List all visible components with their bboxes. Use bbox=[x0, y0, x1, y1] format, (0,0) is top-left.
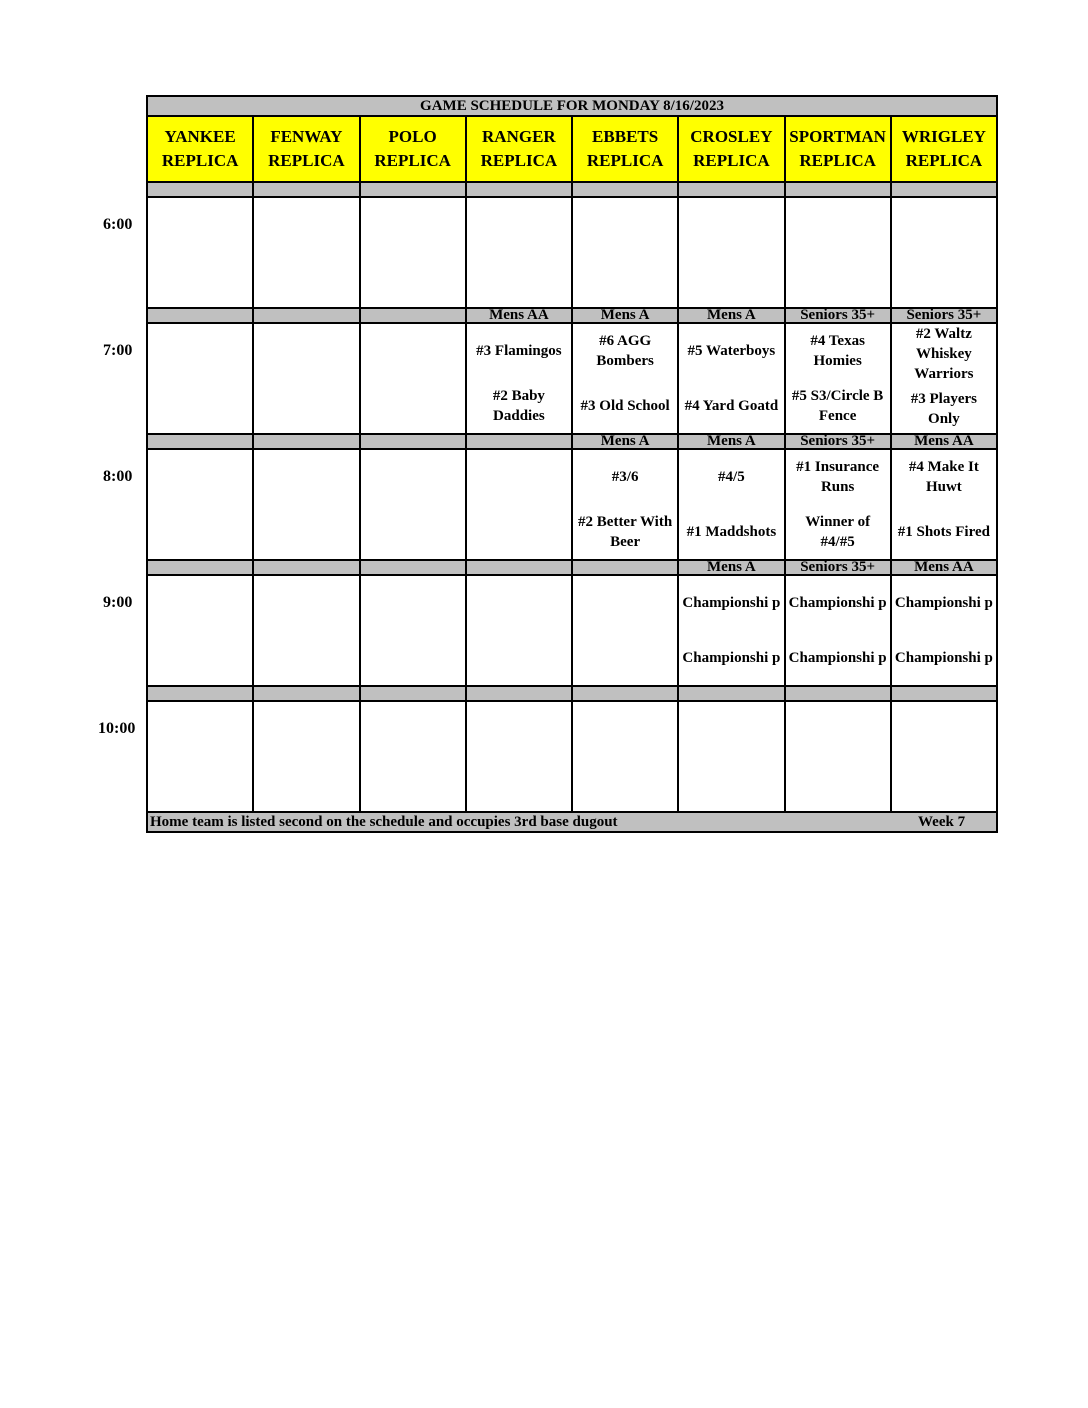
game-slot-row bbox=[146, 198, 998, 307]
home-team: Championshi p bbox=[894, 649, 993, 666]
division-row bbox=[146, 307, 998, 324]
division-label bbox=[573, 561, 679, 574]
footer-note: Home team is listed second on the schedule and occupies 3rd base dugout bbox=[150, 814, 618, 830]
division-label: Seniors 35+ bbox=[786, 435, 892, 448]
home-team bbox=[148, 505, 252, 560]
game-slot-row bbox=[146, 576, 998, 685]
division-label: Mens A bbox=[679, 561, 785, 574]
away-team bbox=[467, 198, 571, 253]
home-team: #1 Maddshots bbox=[686, 523, 777, 540]
home-team bbox=[254, 379, 358, 434]
division-label bbox=[467, 561, 573, 574]
division-label: Seniors 35+ bbox=[786, 309, 892, 322]
division-label bbox=[573, 687, 679, 700]
division-label bbox=[148, 435, 254, 448]
home-team bbox=[573, 631, 677, 686]
away-team bbox=[786, 198, 890, 253]
game-cell bbox=[786, 198, 892, 307]
field-subtitle: REPLICA bbox=[374, 151, 451, 170]
field-subtitle: REPLICA bbox=[693, 151, 770, 170]
division-row bbox=[146, 685, 998, 702]
away-team: #5 Waterboys bbox=[687, 343, 776, 360]
time-label: 6:00 bbox=[103, 216, 133, 233]
game-cell bbox=[467, 324, 573, 433]
game-cell bbox=[892, 576, 996, 685]
game-cell bbox=[254, 702, 360, 811]
away-team bbox=[254, 198, 358, 253]
division-label bbox=[254, 309, 360, 322]
away-team: Championshi p bbox=[682, 595, 781, 612]
home-team: #5 S3/Circle B Fence bbox=[791, 387, 884, 424]
time-label: 10:00 bbox=[98, 720, 136, 737]
time-label: 9:00 bbox=[103, 594, 133, 611]
game-cell bbox=[148, 576, 254, 685]
division-label bbox=[148, 309, 254, 322]
division-label bbox=[679, 183, 785, 196]
game-cell bbox=[254, 198, 360, 307]
game-cell bbox=[892, 450, 996, 559]
field-subtitle: REPLICA bbox=[161, 151, 239, 170]
home-team bbox=[892, 253, 996, 308]
game-cell bbox=[254, 324, 360, 433]
field-subtitle: REPLICA bbox=[799, 151, 876, 170]
home-team bbox=[148, 757, 252, 812]
home-team: Winner of #4/#5 bbox=[805, 513, 871, 550]
home-team bbox=[679, 757, 783, 812]
home-team bbox=[361, 253, 465, 308]
game-cell bbox=[786, 576, 892, 685]
game-cell bbox=[679, 324, 785, 433]
away-team bbox=[892, 702, 996, 757]
division-label bbox=[467, 687, 573, 700]
division-label bbox=[254, 435, 360, 448]
field-name: FENWAY bbox=[270, 127, 343, 146]
away-team: #3/6 bbox=[611, 469, 639, 486]
game-cell bbox=[892, 324, 996, 433]
division-label: Mens AA bbox=[467, 309, 573, 322]
division-label bbox=[254, 561, 360, 574]
home-team: #1 Shots Fired bbox=[897, 523, 990, 540]
footer-row bbox=[146, 811, 998, 833]
home-team bbox=[254, 631, 358, 686]
division-label bbox=[361, 687, 467, 700]
game-cell bbox=[786, 324, 892, 433]
division-label: Mens A bbox=[679, 435, 785, 448]
home-team bbox=[148, 379, 252, 434]
division-label bbox=[467, 435, 573, 448]
field-header bbox=[467, 117, 573, 181]
game-cell bbox=[467, 198, 573, 307]
game-cell bbox=[361, 324, 467, 433]
away-team bbox=[573, 198, 677, 253]
away-team bbox=[679, 198, 783, 253]
field-subtitle: REPLICA bbox=[586, 151, 664, 170]
field-subtitle: REPLICA bbox=[480, 151, 558, 170]
field-name: RANGER bbox=[482, 127, 556, 146]
away-team bbox=[573, 576, 677, 631]
away-team: Championshi p bbox=[894, 595, 993, 612]
division-label bbox=[892, 183, 996, 196]
home-team bbox=[148, 253, 252, 308]
home-team bbox=[361, 379, 465, 434]
division-label bbox=[361, 309, 467, 322]
away-team bbox=[361, 576, 465, 631]
field-header-row bbox=[146, 117, 998, 181]
division-row bbox=[146, 559, 998, 576]
home-team: #2 Baby Daddies bbox=[492, 387, 545, 424]
game-cell bbox=[148, 198, 254, 307]
field-name: CROSLEY bbox=[690, 127, 773, 146]
game-cell bbox=[361, 702, 467, 811]
game-cell bbox=[361, 576, 467, 685]
away-team bbox=[361, 450, 465, 505]
division-label bbox=[254, 687, 360, 700]
division-label: Mens A bbox=[679, 309, 785, 322]
away-team: #4 Texas Homies bbox=[810, 333, 865, 370]
time-label: 7:00 bbox=[103, 342, 133, 359]
away-team bbox=[892, 198, 996, 253]
home-team bbox=[573, 757, 677, 812]
home-team bbox=[467, 631, 571, 686]
game-cell bbox=[254, 450, 360, 559]
away-team bbox=[148, 450, 252, 505]
division-row bbox=[146, 433, 998, 450]
game-slot-row bbox=[146, 324, 998, 433]
home-team: #2 Better With Beer bbox=[578, 513, 673, 550]
game-slot-row bbox=[146, 450, 998, 559]
game-cell bbox=[892, 702, 996, 811]
away-team bbox=[467, 576, 571, 631]
schedule-sheet bbox=[146, 95, 998, 833]
field-subtitle: REPLICA bbox=[268, 151, 345, 170]
home-team bbox=[361, 757, 465, 812]
division-label bbox=[573, 183, 679, 196]
game-cell bbox=[254, 576, 360, 685]
game-cell bbox=[892, 198, 996, 307]
home-team bbox=[361, 505, 465, 560]
game-cell bbox=[573, 198, 679, 307]
field-header bbox=[148, 117, 254, 181]
division-label bbox=[148, 183, 254, 196]
away-team bbox=[254, 450, 358, 505]
away-team: #4 Make It Huwt bbox=[908, 459, 979, 496]
home-team bbox=[254, 253, 358, 308]
away-team bbox=[148, 576, 252, 631]
time-label: 8:00 bbox=[103, 468, 133, 485]
division-label: Mens A bbox=[573, 309, 679, 322]
field-name: EBBETS bbox=[592, 127, 659, 146]
division-label bbox=[467, 183, 573, 196]
game-cell bbox=[679, 198, 785, 307]
home-team bbox=[467, 757, 571, 812]
division-label bbox=[361, 435, 467, 448]
home-team bbox=[892, 757, 996, 812]
game-cell bbox=[467, 576, 573, 685]
home-team bbox=[679, 253, 783, 308]
game-cell bbox=[573, 702, 679, 811]
division-label bbox=[148, 561, 254, 574]
home-team bbox=[573, 253, 677, 308]
division-label bbox=[679, 687, 785, 700]
field-name: WRIGLEY bbox=[901, 127, 986, 146]
schedule-title: GAME SCHEDULE FOR MONDAY 8/16/2023 bbox=[146, 95, 998, 117]
division-label bbox=[361, 183, 467, 196]
division-label bbox=[254, 183, 360, 196]
division-label: Seniors 35+ bbox=[892, 309, 996, 322]
game-cell bbox=[148, 702, 254, 811]
field-name: POLO bbox=[388, 127, 437, 146]
away-team: #1 Insurance Runs bbox=[796, 459, 880, 496]
game-cell bbox=[573, 324, 679, 433]
away-team bbox=[254, 702, 358, 757]
away-team bbox=[361, 702, 465, 757]
division-label bbox=[892, 687, 996, 700]
field-header bbox=[892, 117, 996, 181]
home-team bbox=[361, 631, 465, 686]
home-team: #3 Players Only bbox=[910, 390, 977, 427]
division-label bbox=[148, 687, 254, 700]
division-label: Mens AA bbox=[892, 435, 996, 448]
division-label: Mens AA bbox=[892, 561, 996, 574]
time-slots bbox=[146, 181, 998, 811]
game-cell bbox=[679, 576, 785, 685]
home-team: Championshi p bbox=[788, 649, 887, 666]
field-name: SPORTMAN bbox=[789, 127, 886, 146]
field-name: YANKEE bbox=[164, 127, 236, 146]
game-cell bbox=[573, 576, 679, 685]
game-cell bbox=[148, 324, 254, 433]
field-header bbox=[786, 117, 892, 181]
division-label bbox=[786, 687, 892, 700]
game-cell bbox=[786, 450, 892, 559]
home-team bbox=[254, 505, 358, 560]
away-team bbox=[148, 702, 252, 757]
away-team bbox=[361, 324, 465, 379]
home-team bbox=[467, 505, 571, 560]
week-label: Week 7 bbox=[918, 814, 966, 830]
away-team: #2 Waltz Whiskey Warriors bbox=[914, 326, 974, 382]
division-row bbox=[146, 181, 998, 198]
away-team: #6 AGG Bombers bbox=[596, 333, 654, 370]
game-cell bbox=[467, 450, 573, 559]
game-cell bbox=[679, 450, 785, 559]
away-team bbox=[573, 702, 677, 757]
away-team bbox=[148, 324, 252, 379]
home-team: #4 Yard Goatd bbox=[684, 397, 779, 414]
home-team bbox=[786, 253, 890, 308]
home-team: Championshi p bbox=[682, 649, 781, 666]
division-label: Seniors 35+ bbox=[786, 561, 892, 574]
away-team: #4/5 bbox=[718, 469, 745, 486]
away-team bbox=[254, 324, 358, 379]
field-header bbox=[573, 117, 679, 181]
game-cell bbox=[148, 450, 254, 559]
field-header bbox=[361, 117, 467, 181]
game-slot-row bbox=[146, 702, 998, 811]
home-team: #3 Old School bbox=[580, 397, 670, 414]
game-cell bbox=[361, 198, 467, 307]
away-team bbox=[786, 702, 890, 757]
away-team bbox=[679, 702, 783, 757]
field-header bbox=[254, 117, 360, 181]
division-label bbox=[786, 183, 892, 196]
away-team: Championshi p bbox=[788, 595, 887, 612]
home-team bbox=[786, 757, 890, 812]
away-team bbox=[467, 450, 571, 505]
away-team bbox=[467, 702, 571, 757]
home-team bbox=[467, 253, 571, 308]
home-team bbox=[254, 757, 358, 812]
game-cell bbox=[361, 450, 467, 559]
game-cell bbox=[467, 702, 573, 811]
game-cell bbox=[786, 702, 892, 811]
division-label bbox=[361, 561, 467, 574]
division-label: Mens A bbox=[573, 435, 679, 448]
home-team bbox=[148, 631, 252, 686]
away-team bbox=[361, 198, 465, 253]
game-cell bbox=[573, 450, 679, 559]
away-team bbox=[148, 198, 252, 253]
away-team bbox=[254, 576, 358, 631]
field-header bbox=[679, 117, 785, 181]
away-team: #3 Flamingos bbox=[476, 343, 562, 360]
game-cell bbox=[679, 702, 785, 811]
field-subtitle: REPLICA bbox=[905, 151, 983, 170]
